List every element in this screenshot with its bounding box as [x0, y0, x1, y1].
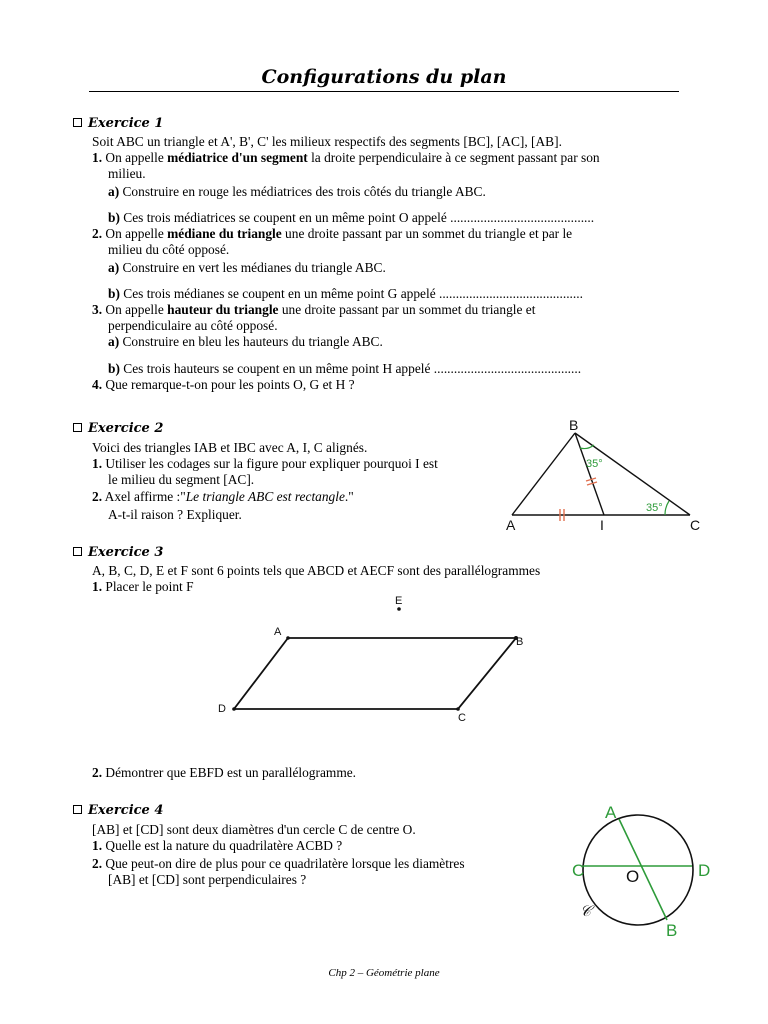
checkbox-icon: [73, 805, 82, 814]
exercise-1-q1: 1. On appelle médiatrice d'un segment la droite perpendiculaire à ce segment passant par son: [92, 150, 600, 165]
exercise-2-q1-cont: le milieu du segment [AC].: [108, 472, 255, 487]
exercise-2-heading: Exercice 2: [73, 421, 163, 436]
exercise-3-intro: A, B, C, D, E et F sont 6 points tels que ABCD et AECF sont des parallélogrammes: [92, 563, 541, 578]
point-label-d: D: [698, 861, 711, 880]
point-e: [397, 607, 401, 611]
exercise-3-heading: Exercice 3: [73, 545, 163, 560]
exercise-1-q1a: a) Construire en rouge les médiatrices des trois côtés du triangle ABC.: [108, 184, 486, 199]
exercise-2-q2-cont: A-t-il raison ? Expliquer.: [108, 507, 242, 522]
checkbox-icon: [73, 547, 82, 556]
exercise-1-q2: 2. On appelle médiane du triangle une droite passant par un sommet du triangle et par le: [92, 226, 573, 241]
exercise-1-q4: 4. Que remarque-t-on pour les points O, G et H ?: [92, 377, 355, 392]
exercise-2-intro: Voici des triangles IAB et IBC avec A, I, C alignés.: [92, 440, 368, 455]
exercise-1-q3b: b) Ces trois hauteurs se coupent en un même point H appelé ............................................: [108, 361, 582, 376]
angle-arc: [665, 501, 669, 515]
point-label-c: C: [690, 517, 701, 533]
exercise-4-heading: Exercice 4: [73, 803, 163, 818]
checkbox-icon: [73, 118, 82, 127]
exercise-1-q3-cont: perpendiculaire au côté opposé.: [108, 318, 278, 333]
exercise-2-q2: 2. Axel affirme :"Le triangle ABC est rectangle.": [92, 489, 354, 504]
point-label-b: B: [516, 636, 524, 648]
point-label-i: I: [600, 517, 604, 533]
exercise-1-q2b: b) Ces trois médianes se coupent en un même point G appelé ...........................................: [108, 286, 583, 301]
exercise-3-q1: 1. Placer le point F: [92, 579, 194, 594]
checkbox-icon: [73, 423, 82, 432]
parallelogram-figure: [200, 588, 540, 738]
exercise-2-q1: 1. Utiliser les codages sur la figure pour expliquer pourquoi I est: [92, 456, 438, 471]
title-underline: [89, 91, 679, 92]
angle-label-c: 35°: [646, 502, 663, 514]
exercise-1-q2-cont: milieu du côté opposé.: [108, 242, 230, 257]
exercise-4-q2: 2. Que peut-on dire de plus pour ce quadrilatère lorsque les diamètres: [92, 856, 465, 871]
triangle-figure: [500, 415, 710, 540]
point-label-a: A: [274, 626, 282, 638]
point-label-a: A: [605, 803, 617, 822]
exercise-3-q2: 2. Démontrer que EBFD est un parallélogramme.: [92, 765, 357, 780]
point-label-c: C: [458, 712, 466, 724]
circle-figure: [560, 798, 730, 940]
point-label-e: E: [395, 595, 403, 607]
exercise-1-q3a: a) Construire en bleu les hauteurs du triangle ABC.: [108, 334, 383, 349]
exercise-1-q1b: b) Ces trois médiatrices se coupent en un même point O appelé ...........................................: [108, 210, 595, 225]
exercise-1-q2a: a) Construire en vert les médianes du triangle ABC.: [108, 260, 386, 275]
exercise-1-q1-cont: milieu.: [108, 166, 146, 181]
circle-label: 𝒞: [580, 903, 591, 920]
exercise-4-q1: 1. Quelle est la nature du quadrilatère ACBD ?: [92, 838, 343, 853]
page-footer: Chp 2 – Géométrie plane: [328, 967, 440, 979]
point-label-a: A: [506, 517, 516, 533]
exercise-4-intro: [AB] et [CD] sont deux diamètres d'un cercle C de centre O.: [92, 822, 416, 837]
point-label-b: B: [666, 921, 678, 940]
exercise-1-intro: Soit ABC un triangle et A', B', C' les milieux respectifs des segments [BC], [AC], [AB].: [92, 134, 562, 149]
page-title: Configurations du plan: [261, 66, 507, 88]
point-label-c: C: [572, 861, 585, 880]
exercise-1-heading: Exercice 1: [73, 116, 163, 131]
point-label-d: D: [218, 703, 226, 715]
exercise-4-q2-cont: [AB] et [CD] sont perpendiculaires ?: [108, 872, 307, 887]
point-label-b: B: [569, 417, 579, 433]
exercise-1-q3: 3. On appelle hauteur du triangle une droite passant par un sommet du triangle et: [92, 302, 536, 317]
center-label-o: O: [626, 867, 640, 886]
angle-label-b: 35°: [586, 458, 603, 470]
